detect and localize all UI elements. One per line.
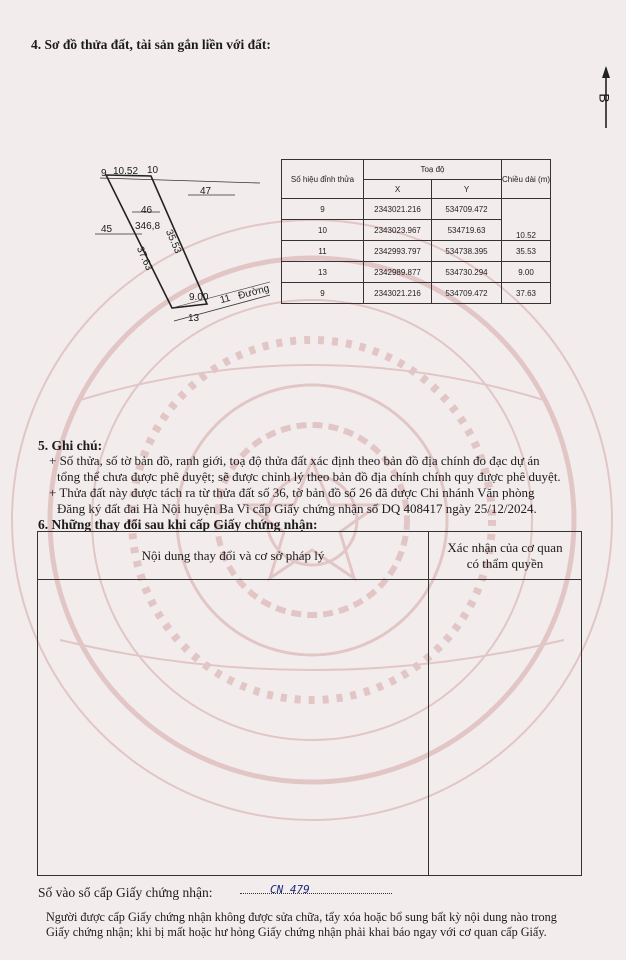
row-x: 2343021.216 [364, 199, 432, 220]
changes-header-confirm [429, 532, 582, 580]
changes-body-confirm [429, 580, 582, 876]
row-x: 2342993.797 [364, 241, 432, 262]
note-line-2: tổng thể chưa được phê duyệt; sẽ được chỉnh lý theo bản đồ địa chính chính quy được phê duyệt. [57, 469, 561, 484]
neighbor-45-label: 45 [101, 224, 113, 235]
header-vertex: Số hiệu đỉnh thửa [282, 160, 364, 199]
coordinates-table [281, 159, 551, 304]
section6-title: 6. Những thay đổi sau khi cấp Giấy chứng nhận: [38, 517, 318, 532]
length-value: 35.53 [502, 241, 551, 262]
compass-label: B [596, 93, 613, 103]
changes-header-content: Nội dung thay đổi và cơ sở pháp lý [38, 532, 429, 580]
confirm-header-line-1: Xác nhận của cơ quan [447, 539, 563, 555]
header-coord: Toạ độ [364, 160, 502, 180]
registry-dotted-line [240, 893, 392, 894]
row-x: 2343023.967 [364, 220, 432, 241]
warning-line-2: Giấy chứng nhận; khi bị mất hoặc hư hỏng Giấy chứng nhận phải khai báo ngay với cơ quan cấp Giấy. [46, 925, 547, 939]
neighbor-47-label: 47 [200, 186, 212, 197]
row-y: 534719.63 [432, 220, 502, 241]
row-y: 534738.395 [432, 241, 502, 262]
registry-value: CN 479 [270, 883, 310, 896]
registry-label: Số vào sổ cấp Giấy chứng nhận: [38, 885, 213, 900]
changes-body-content [38, 580, 429, 876]
edge-bottom-length: 9.00 [189, 292, 209, 303]
changes-table [37, 531, 582, 876]
edge-right-length: 35.53 [162, 228, 184, 256]
row-y: 534730.294 [432, 262, 502, 283]
header-x: X [364, 180, 432, 199]
confirm-header-line-2: có thẩm quyền [466, 555, 544, 571]
vertex-9-label: 9 [101, 168, 107, 179]
row-id: 11 [282, 241, 364, 262]
length-value: 10.52 [515, 231, 537, 240]
row-id: 13 [282, 262, 364, 283]
warning-line-1: Người được cấp Giấy chứng nhận không được sửa chữa, tẩy xóa hoặc bổ sung bất kỳ nội dung nào trong [46, 910, 557, 924]
row-y: 534709.472 [432, 199, 502, 220]
row-id: 10 [282, 220, 364, 241]
length-value: 37.63 [502, 283, 551, 304]
header-y: Y [432, 180, 502, 199]
edge-top-length: 10.52 [113, 166, 139, 177]
section4-title: 4. Sơ đồ thửa đất, tài sản gắn liền với đất: [31, 37, 271, 52]
row-x: 2343021.216 [364, 283, 432, 304]
row-x: 2342989.877 [364, 262, 432, 283]
note-line-3: + Thửa đất này được tách ra từ thửa đất số 36, tờ bản đồ số 26 đã được Chi nhánh Văn phòng [49, 485, 535, 500]
edge-left-length: 37.63 [133, 245, 155, 273]
row-id: 9 [282, 283, 364, 304]
vertex-13-label: 13 [188, 313, 200, 324]
note-line-4: Đăng ký đất đai Hà Nội huyện Ba Vì cấp Giấy chứng nhận số DQ 408417 ngày 25/12/2024. [57, 501, 537, 516]
parcel-area: 346,8 [135, 221, 161, 232]
length-value: 9.00 [502, 262, 551, 283]
road-label: Đường [237, 283, 271, 302]
vertex-11-label: 11 [218, 292, 232, 307]
parcel-number: 46 [141, 205, 153, 216]
vertex-10-label: 10 [147, 165, 159, 176]
length-cell [502, 199, 551, 241]
row-id: 9 [282, 199, 364, 220]
header-length: Chiều dài (m) [502, 160, 551, 199]
row-y: 534709.472 [432, 283, 502, 304]
section5-title: 5. Ghi chú: [38, 438, 103, 453]
note-line-1: + Số thửa, số tờ bản đồ, ranh giới, toạ độ thửa đất xác định theo bản đồ địa chính đo đạc dự án [49, 453, 540, 468]
